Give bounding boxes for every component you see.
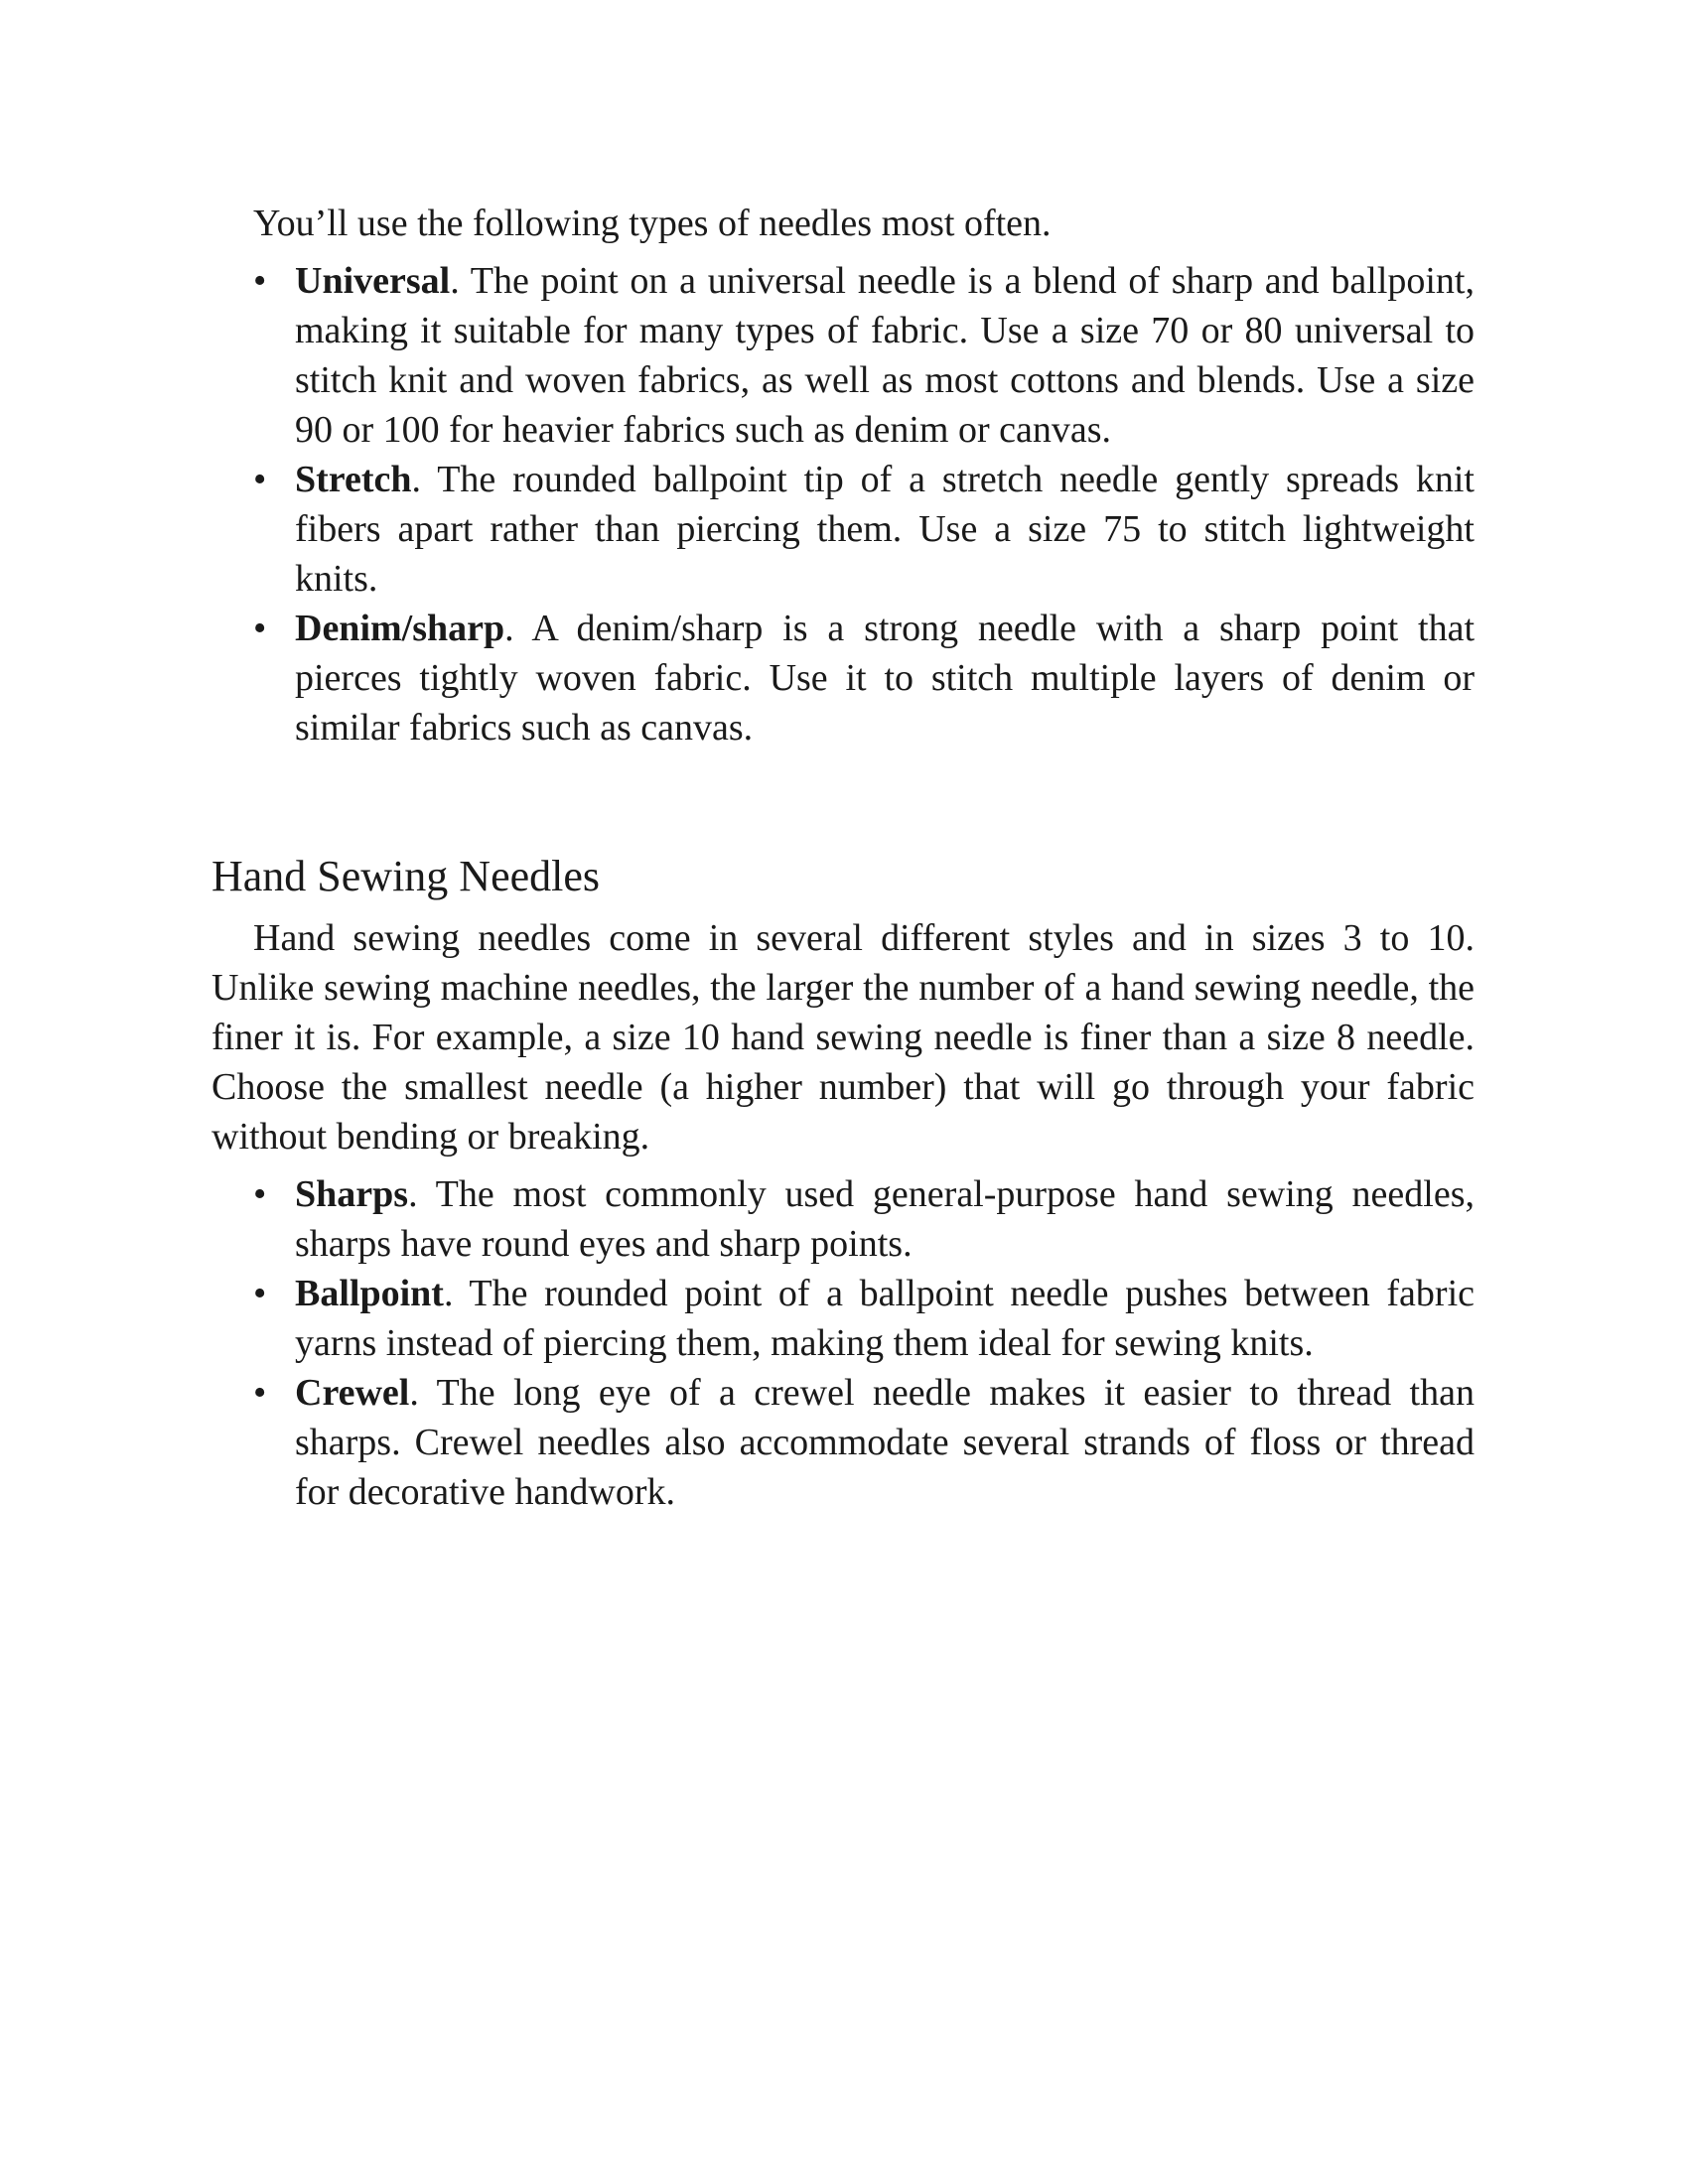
term-description: . The long eye of a crewel needle makes it easier to thread than sharps. Crewel needles also accommodate several strands of floss or thread for decorative handwork. — [295, 1372, 1475, 1513]
list-item-universal — [253, 256, 1475, 455]
term-description: . The point on a universal needle is a blend of sharp and ballpoint, making it suitable for many types of fabric. Use a size 70 or 80 universal to stitch knit and woven fabrics, as well as most cottons and blends. Use a size 90 or 100 for heavier fabrics such as denim or canvas. — [295, 260, 1475, 451]
section-paragraph: Hand sewing needles come in several different styles and in sizes 3 to 10. Unlike sewing machine needles, the larger the number of a hand sewing needle, the finer it is. For example, a size 10 hand sewing needle is finer than a size 8 needle. Choose the smallest needle (a higher number) that will go through your fabric without bending or breaking. — [211, 917, 1475, 1158]
bullet-icon: • — [253, 260, 267, 302]
term-description: . The rounded ballpoint tip of a stretch needle gently spreads knit fibers apart rather than piercing them. Use a size 75 to stitch lightweight knits. — [295, 459, 1475, 600]
intro-text: You’ll use the following types of needles most often. — [253, 203, 1052, 244]
term-label: Universal — [295, 260, 451, 302]
hand-needle-list — [253, 1169, 1475, 1517]
term-label: Stretch — [295, 459, 412, 500]
term-label: Ballpoint — [295, 1273, 444, 1314]
term-description: . A denim/sharp is a strong needle with a sharp point that pierces tightly woven fabric. Use it to stitch multiple layers of denim or similar fabrics such as canvas. — [295, 608, 1475, 749]
machine-needle-list — [253, 256, 1475, 752]
bullet-icon: • — [253, 1372, 267, 1414]
bullet-icon: • — [253, 608, 267, 649]
term-label: Sharps — [295, 1173, 409, 1215]
section-heading: Hand Sewing Needles — [211, 852, 601, 900]
bullet-icon: • — [253, 1273, 267, 1314]
list-item-sharps — [253, 1169, 1475, 1269]
term-description: . The rounded point of a ballpoint needle pushes between fabric yarns instead of piercing them, making them ideal for sewing knits. — [295, 1273, 1475, 1364]
bullet-icon: • — [253, 459, 267, 500]
list-item-stretch — [253, 455, 1475, 604]
term-label: Denim/sharp — [295, 608, 505, 649]
list-item-ballpoint — [253, 1269, 1475, 1368]
list-item-crewel — [253, 1368, 1475, 1517]
term-description: . The most commonly used general-purpose hand sewing needles, sharps have round eyes and sharp points. — [295, 1173, 1475, 1265]
list-item-denim-sharp — [253, 604, 1475, 752]
term-label: Crewel — [295, 1372, 410, 1414]
bullet-icon: • — [253, 1173, 267, 1215]
